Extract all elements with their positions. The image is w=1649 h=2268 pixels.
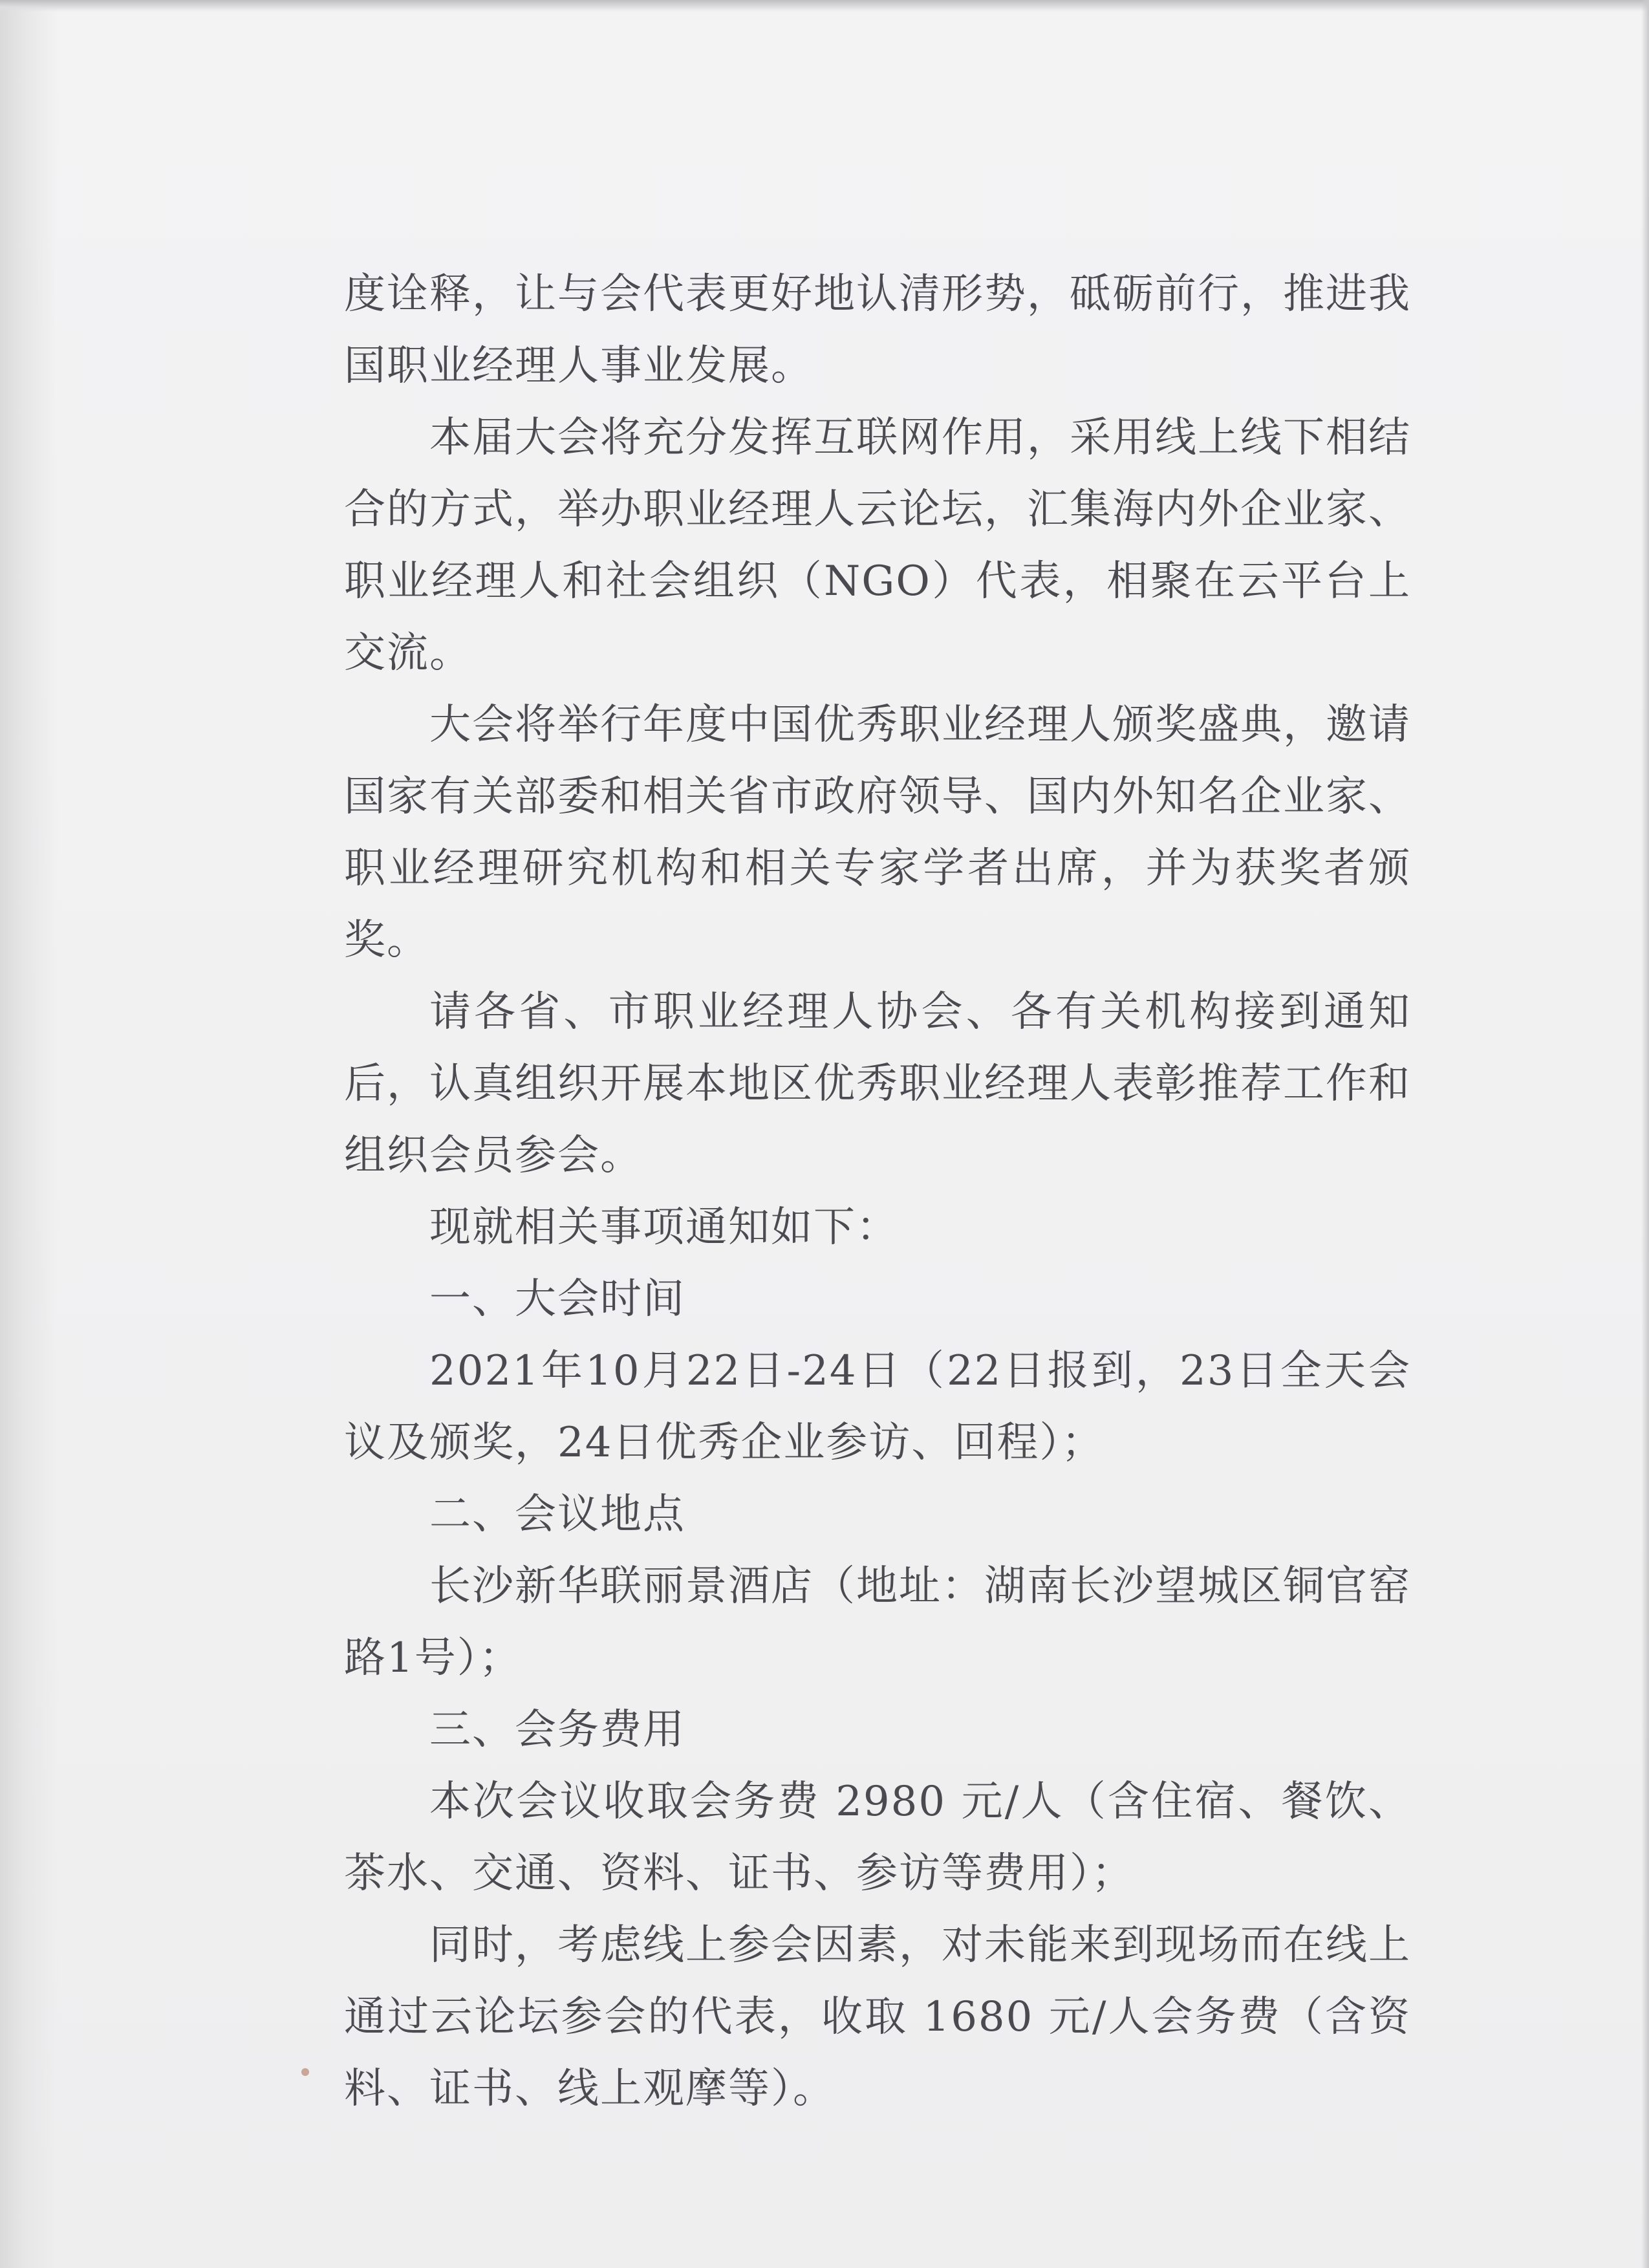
paragraph-online-forum: 本届大会将充分发挥互联网作用，采用线上线下相结合的方式，举办职业经理人云论坛，汇集海内外企业家、职业经理人和社会组织（NGO）代表，相聚在云平台上交流。 [344,414,1411,677]
scan-top-edge [0,0,1649,12]
heading-fees: 三、会务费用 [429,1706,685,1754]
heading-time: 一、大会时间 [429,1275,685,1323]
paragraph-onsite-fee: 本次会议收取会务费 2980 元/人（含住宿、餐饮、茶水、交通、资料、证书、参访等费用）； [344,1778,1411,1897]
paragraph-request: 请各省、市职业经理人协会、各有关机构接到通知后，认真组织开展本地区优秀职业经理人表彰推荐工作和组织会员参会。 [344,988,1411,1180]
paragraph-online-fee: 同时，考虑线上参会因素，对未能来到现场而在线上通过云论坛参会的代表，收取 1680 元/人会务费（含资料、证书、线上观摩等）。 [344,1921,1411,2113]
scan-right-edge [1641,0,1649,2268]
scan-left-shadow [0,0,58,2268]
paragraph-venue: 长沙新华联丽景酒店（地址：湖南长沙望城区铜官窑路1号）； [344,1562,1411,1682]
paragraph-continuation: 度诠释，让与会代表更好地认清形势，砥砺前行，推进我国职业经理人事业发展。 [344,270,1411,390]
document-body [344,259,1411,2125]
paragraph-award-ceremony: 大会将举行年度中国优秀职业经理人颁奖盛典，邀请国家有关部委和相关省市政府领导、国内外知名企业家、职业经理研究机构和相关专家学者出席，并为获奖者颁奖。 [344,701,1411,964]
paragraph-notice-intro: 现就相关事项通知如下： [429,1204,899,1251]
paper-speck [301,2068,309,2076]
heading-venue: 二、会议地点 [429,1491,685,1539]
paragraph-time: 2021年10月22日-24日（22日报到，23日全天会议及颁奖，24日优秀企业参访、回程）； [344,1347,1411,1467]
